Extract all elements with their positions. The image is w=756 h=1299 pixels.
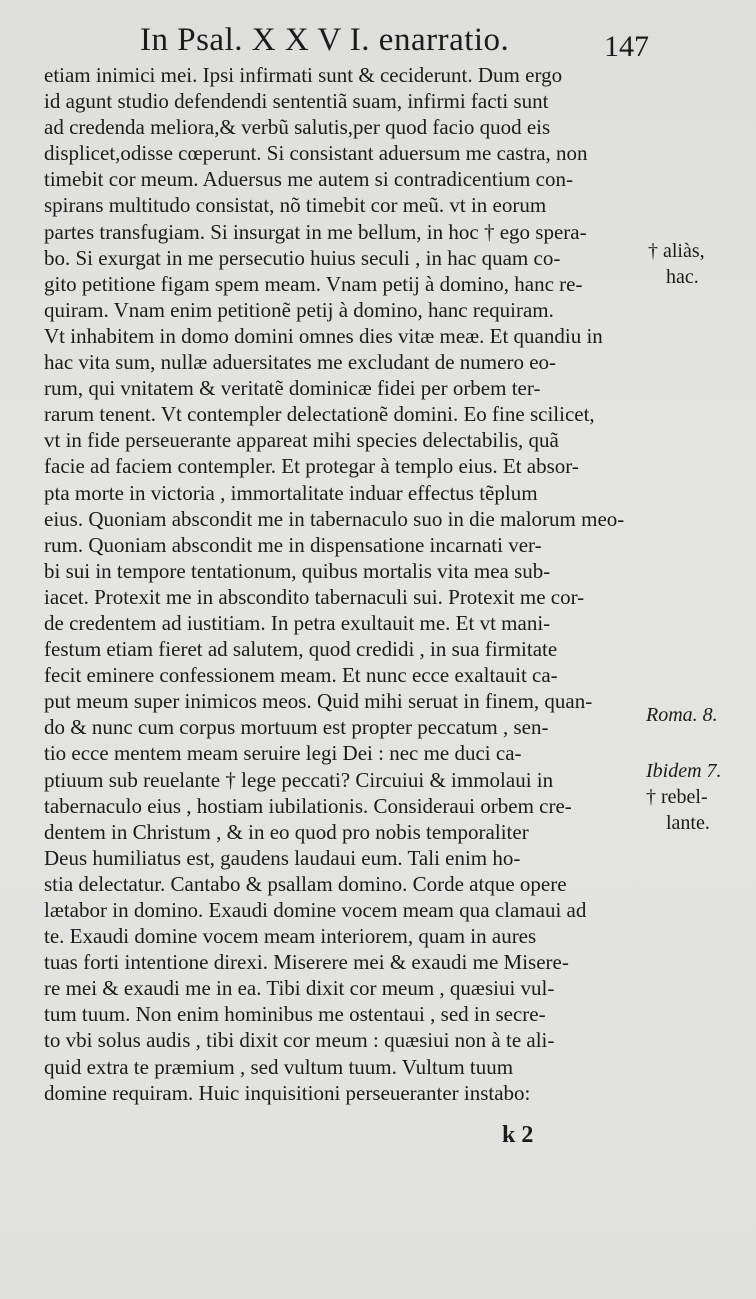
text-line: partes transfugiam. Si insurgat in me bellum, in hoc † ego spera- xyxy=(44,219,587,244)
text-line: eius. Quoniam abscondit me in tabernaculo suo in die malorum meo- xyxy=(44,506,625,531)
margin-note: † aliàs, xyxy=(648,240,705,262)
running-header: In Psal. X X V I. enarratio. xyxy=(140,22,510,58)
text-line: to vbi solus audis , tibi dixit cor meum : quæsiui non à te ali- xyxy=(44,1028,555,1053)
text-line: quiram. Vnam enim petitionẽ petij à domino, hanc requiram. xyxy=(44,297,554,322)
page-number: 147 xyxy=(604,30,649,63)
text-line: do & nunc cum corpus mortuum est propter peccatum , sen- xyxy=(44,715,549,740)
text-line: bi sui in tempore tentationum, quibus mortalis vita mea sub- xyxy=(44,558,551,583)
text-line: facie ad faciem contempler. Et protegar à templo eius. Et absor- xyxy=(44,454,579,479)
text-line: re mei & exaudi me in ea. Tibi dixit cor meum , quæsiui vul- xyxy=(44,976,555,1001)
text-line: iacet. Protexit me in abscondito tabernaculi sui. Protexit me cor- xyxy=(44,584,585,609)
margin-note: hac. xyxy=(666,266,699,288)
text-line: gito petitione figam spem meam. Vnam petij à domino, hanc re- xyxy=(44,271,583,296)
text-line: ad credenda meliora,& verbũ salutis,per quod facio quod eis xyxy=(44,115,551,140)
text-line: de credentem ad iustitiam. In petra exultauit me. Et vt mani- xyxy=(44,610,551,635)
text-line: fecit eminere confessionem meam. Et nunc ecce exaltauit ca- xyxy=(44,663,558,688)
text-line: quid extra te præmium , sed vultum tuum. Vultum tuum xyxy=(44,1054,514,1079)
text-line: vt in fide perseuerante appareat mihi species delectabilis, quã xyxy=(44,428,559,453)
text-line: pta morte in victoria , immortalitate induar effectus tẽplum xyxy=(44,480,538,505)
margin-note: lante. xyxy=(666,812,710,834)
text-line: lætabor in domino. Exaudi domine vocem meam qua clamaui ad xyxy=(44,898,587,922)
text-line: domine requiram. Huic inquisitioni perseueranter instabo: xyxy=(44,1080,531,1105)
text-line: rum, qui vnitatem & veritatẽ dominicæ fidei per orbem ter- xyxy=(44,376,541,401)
text-line: festum etiam fieret ad salutem, quod credidi , in sua firmitate xyxy=(44,637,558,662)
text-line: id agunt studio defendendi sententiã suam, infirmi facti sunt xyxy=(44,89,549,114)
text-line: spirans multitudo consistat, nõ timebit cor meũ. vt in eorum xyxy=(44,193,547,218)
text-line: dentem in Christum , & in eo quod pro nobis temporaliter xyxy=(44,819,529,844)
text-line: hac vita sum, nullæ aduersitates me excludant de numero eo- xyxy=(44,350,557,375)
text-body xyxy=(44,62,640,1106)
text-line: tum tuum. Non enim hominibus me ostentaui , sed in secre- xyxy=(44,1002,546,1027)
text-line: etiam inimici mei. Ipsi infirmati sunt & ceciderunt. Dum ergo xyxy=(44,63,563,87)
text-line: Deus humiliatus est, gaudens laudaui eum. Tali enim ho- xyxy=(44,845,521,870)
text-line: stia delectatur. Cantabo & psallam domino. Corde atque opere xyxy=(44,871,567,896)
text-line: tio ecce mentem meam seruire legi Dei : nec me duci ca- xyxy=(44,741,522,766)
catchword: k 2 xyxy=(502,1122,534,1148)
text-line: rum. Quoniam abscondit me in dispensatione incarnati ver- xyxy=(44,532,542,557)
text-line: bo. Si exurgat in me persecutio huius seculi , in hac quam co- xyxy=(44,245,561,270)
margin-note: Ibidem 7. xyxy=(646,760,722,782)
text-line: displicet,odisse cœperunt. Si consistant aduersum me castra, non xyxy=(44,141,588,166)
margin-note: † rebel- xyxy=(646,786,708,808)
text-line: tuas forti intentione direxi. Miserere mei & exaudi me Misere- xyxy=(44,950,569,975)
text-line: Vt inhabitem in domo domini omnes dies vitæ meæ. Et quandiu in xyxy=(44,323,603,348)
text-line: put meum super inimicos meos. Quid mihi seruat in finem, quan- xyxy=(44,689,593,714)
text-line: rarum tenent. Vt contempler delectationẽ domini. Eo fine scilicet, xyxy=(44,402,595,427)
text-line: tabernaculo eius , hostiam iubilationis. Consideraui orbem cre- xyxy=(44,793,572,818)
margin-note: Roma. 8. xyxy=(646,704,718,726)
text-line: te. Exaudi domine vocem meam interiorem, quam in aures xyxy=(44,924,537,949)
text-line: timebit cor meum. Aduersus me autem si contradicentium con- xyxy=(44,167,573,192)
text-line: ptiuum sub reuelante † lege peccati? Circuiui & immolaui in xyxy=(44,767,554,792)
